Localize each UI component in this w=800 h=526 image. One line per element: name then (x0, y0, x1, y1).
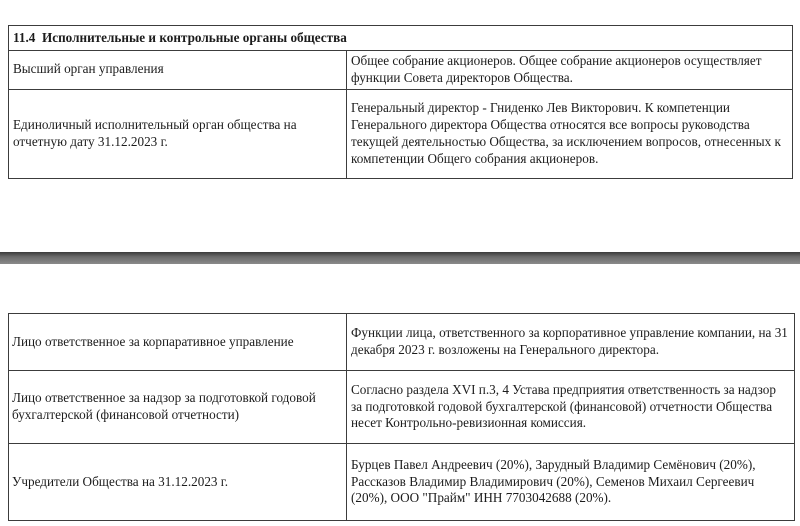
row-value-reporting-supervision: Согласно раздела XVI п.3, 4 Устава предприятия ответственность за надзор за подготовкой годовой бухгалтерской (финансовой) отчетности Общества несет Контрольно-ревизионная комиссия. (347, 371, 795, 444)
row-value-founders: Бурцев Павел Андреевич (20%), Зарудный Владимир Семёнович (20%), Рассказов Владимир Владимирович (20%), Семенов Михаил Сергеевич (20%), ООО "Прайм" ИНН 7703042688 (20%). (347, 444, 795, 521)
section-number: 11.4 (13, 29, 36, 45)
table-row (9, 314, 795, 371)
document-page-top (0, 0, 800, 248)
governance-table-bottom (8, 313, 795, 521)
page-separator (0, 252, 800, 264)
row-label-reporting-supervision: Лицо ответственное за надзор за подготовкой годовой бухгалтерской (финансовой отчетности) (9, 371, 347, 444)
section-header-row (9, 26, 793, 51)
row-label-founders: Учредители Общества на 31.12.2023 г. (9, 444, 347, 521)
table-row (9, 444, 795, 521)
table-row (9, 371, 795, 444)
governance-table-top (8, 25, 793, 179)
table-row (9, 51, 793, 90)
section-title: Исполнительные и контрольные органы общества (41, 29, 347, 45)
row-value-highest-body: Общее собрание акционеров. Общее собрание акционеров осуществляет функции Совета директоров Общества. (347, 51, 793, 90)
table-row (9, 89, 793, 178)
row-value-sole-executive: Генеральный директор - Гниденко Лев Викторович. К компетенции Генерального директора Общества относятся все вопросы руководства текущей деятельностью Общества, за исключением вопросов, отнесенных к компетенции Общего собрания акционеров. (347, 89, 793, 178)
row-label-sole-executive: Единоличный исполнительный орган общества на отчетную дату 31.12.2023 г. (9, 89, 347, 178)
row-label-highest-body: Высший орган управления (9, 51, 347, 90)
section-heading (9, 26, 793, 51)
row-label-corporate-governance: Лицо ответственное за корпаративное управление (9, 314, 347, 371)
row-value-corporate-governance: Функции лица, ответственного за корпоративное управление компании, на 31 декабря 2023 г. возложены на Генерального директора. (347, 314, 795, 371)
